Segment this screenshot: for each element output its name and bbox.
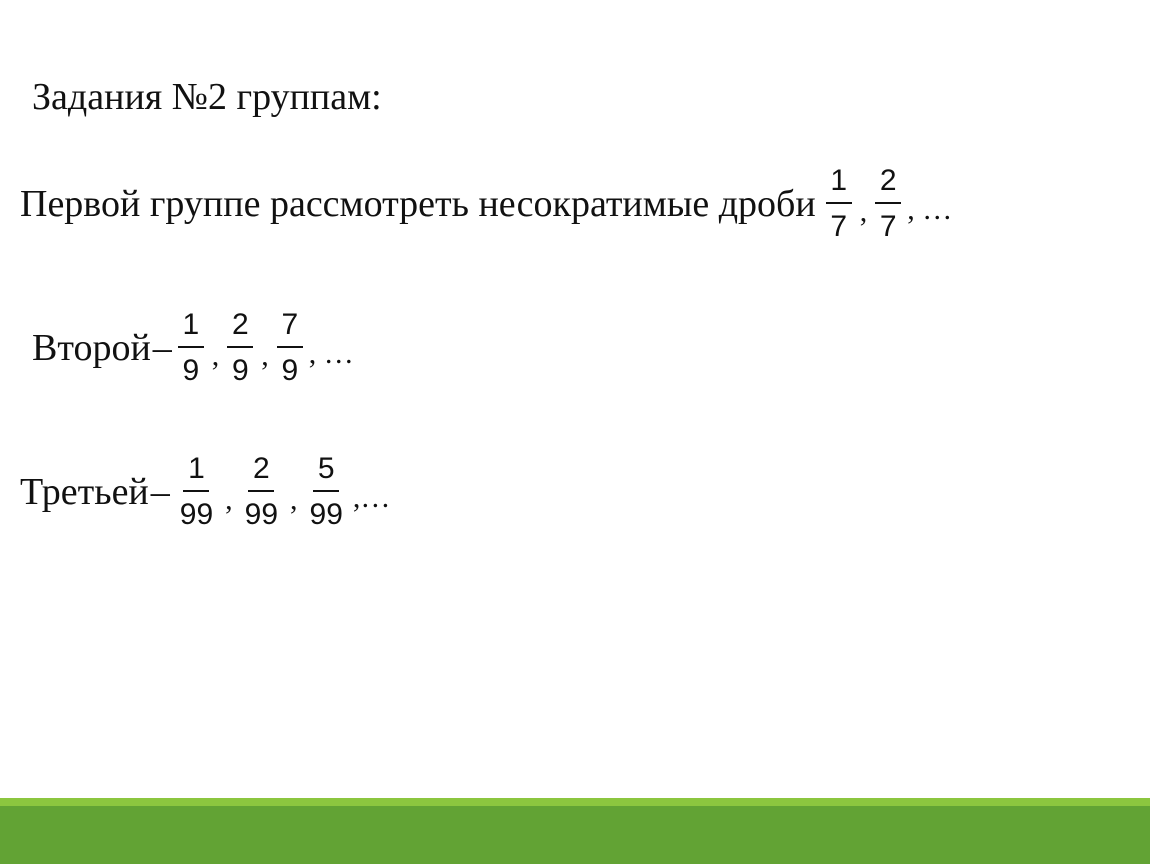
fraction-numerator: 2 bbox=[227, 310, 253, 348]
fraction bbox=[277, 310, 303, 386]
comma: , bbox=[225, 483, 233, 516]
fraction-denominator: 7 bbox=[830, 210, 848, 243]
ellipsis: , … bbox=[907, 193, 953, 226]
fraction-numerator: 2 bbox=[875, 166, 901, 204]
fraction-numerator: 5 bbox=[313, 454, 339, 492]
slide-heading bbox=[32, 78, 382, 116]
comma: , bbox=[211, 339, 220, 372]
group3-line bbox=[20, 454, 390, 530]
group1-line bbox=[20, 166, 952, 242]
fraction-numerator: 2 bbox=[248, 454, 274, 492]
comma: , bbox=[261, 339, 269, 372]
fraction bbox=[178, 310, 204, 386]
fraction-denominator: 9 bbox=[281, 354, 299, 387]
group1-label: Первой группе рассмотреть несократимые дроби bbox=[20, 183, 816, 225]
fraction bbox=[176, 454, 217, 530]
fraction bbox=[826, 166, 852, 242]
fraction bbox=[875, 166, 901, 242]
fraction-denominator: 7 bbox=[879, 210, 897, 243]
dash: – bbox=[150, 471, 170, 513]
comma: , bbox=[290, 483, 298, 516]
ellipsis: ,… bbox=[352, 481, 391, 514]
fraction-denominator: 99 bbox=[179, 498, 214, 531]
fraction-denominator: 9 bbox=[231, 354, 249, 387]
fraction-numerator: 1 bbox=[826, 166, 852, 204]
fraction bbox=[306, 454, 347, 530]
fraction-denominator: 9 bbox=[182, 354, 200, 387]
ellipsis: , … bbox=[308, 337, 354, 370]
fraction-numerator: 1 bbox=[178, 310, 204, 348]
group3-label: Третьей bbox=[20, 471, 149, 513]
fraction-numerator: 7 bbox=[277, 310, 303, 348]
dash: – bbox=[152, 327, 172, 369]
heading-text: Задания №2 группам: bbox=[32, 76, 382, 118]
group2-line bbox=[32, 310, 354, 386]
footer-bar bbox=[0, 806, 1150, 864]
footer-accent-stripe bbox=[0, 798, 1150, 806]
fraction-numerator: 1 bbox=[183, 454, 209, 492]
fraction-denominator: 99 bbox=[244, 498, 279, 531]
fraction bbox=[241, 454, 282, 530]
comma: , bbox=[859, 195, 868, 228]
group2-label: Второй bbox=[32, 327, 151, 369]
fraction-denominator: 99 bbox=[309, 498, 343, 531]
fraction bbox=[227, 310, 253, 386]
